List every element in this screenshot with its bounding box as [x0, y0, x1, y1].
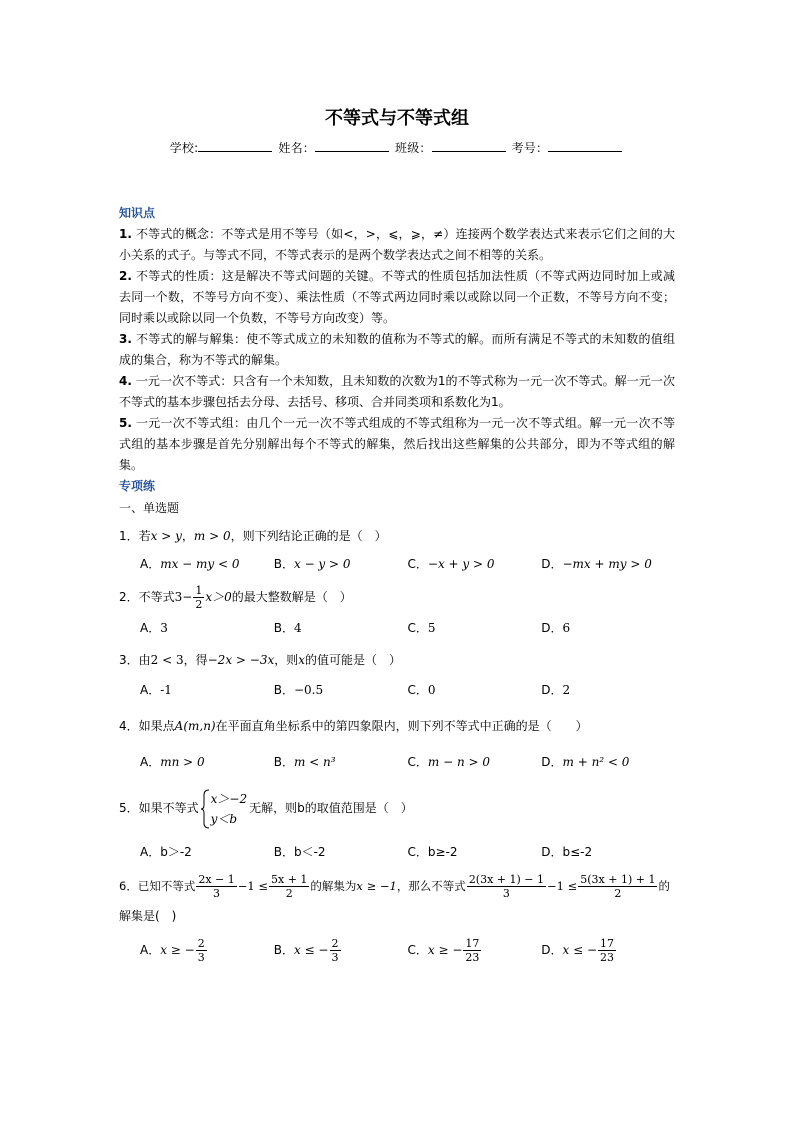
question-stem: 4．如果点A(m,n)在平面直角坐标系中的第四象限内，则下列不等式中正确的是（ ）	[119, 719, 588, 733]
option-c[interactable]: C．−x + y > 0	[407, 557, 495, 571]
knowledge-point: 4. 一元一次不等式：只含有一个未知数，且未知数的次数为1的不等式称为一元一次不等式。解一元一次不等式的基本步骤包括去分母、去括号、移项、合并同类项和系数化为1。	[119, 374, 675, 409]
option-d[interactable]: D．6	[541, 621, 571, 635]
option-d[interactable]: D．b≤-2	[541, 845, 593, 859]
class-blank[interactable]	[432, 139, 506, 152]
name-blank[interactable]	[315, 139, 389, 152]
question-stem: 5．如果不等式 x＞−2 y＜b 无解，则b的取值范围是（ ）	[119, 785, 675, 831]
option-b[interactable]: B．−0.5	[273, 683, 324, 697]
school-blank[interactable]	[198, 139, 272, 152]
question-stem: 2．不等式3− $\frac{1}{2}$ x＞0的最大整数解是（ ）	[119, 584, 352, 611]
options	[140, 751, 675, 773]
option-c[interactable]: C．x ≥ − $\frac{17}{23}$	[407, 937, 480, 964]
options	[140, 679, 675, 701]
options	[140, 617, 675, 639]
school-label: 学校:	[169, 141, 199, 155]
option-a[interactable]: A．3	[140, 621, 168, 635]
class-label: 班级：	[395, 141, 432, 155]
fraction: $\frac{2(3x + 1) - 1}{3}$	[468, 873, 545, 900]
options	[140, 553, 675, 575]
option-a[interactable]: A．mx − my < 0	[140, 557, 240, 571]
fraction: $\frac{2x - 1}{3}$	[198, 873, 235, 900]
fraction: $\frac{2}{3}$	[331, 937, 339, 964]
option-c[interactable]: C．0	[407, 683, 436, 697]
option-b[interactable]: B．b＜-2	[273, 845, 326, 859]
question-stem-line2: 解集是( )	[119, 909, 177, 923]
question-2	[119, 583, 675, 639]
option-b[interactable]: B．m < n³	[273, 755, 336, 769]
fraction: $\frac{17}{23}$	[600, 937, 615, 964]
option-b[interactable]: B．x ≤ − $\frac{2}{3}$	[273, 937, 339, 964]
inequality-system: x＞−2 y＜b	[201, 789, 247, 829]
options	[140, 935, 675, 965]
student-info-line	[0, 139, 794, 156]
option-a[interactable]: A．b＞-2	[140, 845, 192, 859]
option-a[interactable]: A．-1	[140, 683, 172, 697]
fraction: $\frac{17}{23}$	[465, 937, 480, 964]
exam-no-label: 考号：	[511, 141, 549, 155]
option-a[interactable]: A．mn > 0	[140, 755, 205, 769]
option-c[interactable]: C．m − n > 0	[407, 755, 490, 769]
option-d[interactable]: D．−mx + my > 0	[541, 557, 652, 571]
question-4	[119, 715, 675, 773]
fraction: $\frac{1}{2}$	[195, 584, 203, 611]
question-stem: 6．已知不等式 $\frac{2x - 1}{3}$ −1 ≤ $\frac{5x + 1}{2}$ 的解集为x ≥ −1，那么不等式 $\frac{2(3x + 1) - 1}{3}$ −1 ≤ $\frac{5(3x + 1) + 1}{2}$ 的	[119, 873, 670, 900]
option-c[interactable]: C．5	[407, 621, 436, 635]
name-label: 姓名：	[278, 141, 316, 155]
option-a[interactable]: A．x ≥ − $\frac{2}{3}$	[140, 937, 205, 964]
option-c[interactable]: C．b≥-2	[407, 845, 458, 859]
knowledge-heading: 知识点	[119, 206, 156, 220]
knowledge-point: 3. 不等式的解与解集：使不等式成立的未知数的值称为不等式的解。而所有满足不等式的未知数的值组成的集合，称为不等式的解集。	[119, 332, 675, 367]
option-d[interactable]: D．2	[541, 683, 571, 697]
question-stem: 3．由2 < 3，得−2x > −3x，则x的值可能是（ ）	[119, 653, 402, 667]
question-5	[119, 785, 675, 863]
option-d[interactable]: D．m + n² < 0	[541, 755, 630, 769]
practice-heading: 专项练	[119, 479, 156, 493]
brace-icon	[201, 789, 210, 829]
question-3	[119, 649, 675, 701]
fraction: $\frac{5x + 1}{2}$	[271, 873, 308, 900]
option-b[interactable]: B．x − y > 0	[273, 557, 351, 571]
exam-no-blank[interactable]	[548, 139, 622, 152]
content	[119, 203, 675, 965]
options	[140, 841, 675, 863]
knowledge-point: 1. 不等式的概念：不等式是用不等号（如<，>，⩽，⩾，≠）连接两个数学表达式来表示它们之间的大小关系的式子。与等式不同，不等式表示的是两个数学表达式之间不相等的关系。	[119, 227, 675, 262]
fraction: $\frac{5(3x + 1) + 1}{2}$	[580, 873, 656, 900]
section-title: 一、单选题	[119, 501, 180, 515]
option-b[interactable]: B．4	[273, 621, 302, 635]
question-1	[119, 525, 675, 575]
option-d[interactable]: D．x ≤ − $\frac{17}{23}$	[541, 937, 615, 964]
question-stem: 1．若x > y，m > 0，则下列结论正确的是（ ）	[119, 529, 387, 543]
knowledge-point: 5. 一元一次不等式组：由几个一元一次不等式组成的不等式组称为一元一次不等式组。解一元一次不等式组的基本步骤是首先分别解出每个不等式的解集，然后找出这些解集的公共部分，即为不等式组的解集。	[119, 416, 675, 472]
fraction: $\frac{2}{3}$	[197, 937, 205, 964]
knowledge-point: 2. 不等式的性质：这是解决不等式问题的关键。不等式的性质包括加法性质（不等式两边同时加上或减去同一个数，不等号方向不变）、乘法性质（不等式两边同时乘以或除以同一个正数，不等号方向不变；同时乘以或除以同一个负数，不等号方向改变）等。	[119, 269, 675, 325]
document-title: 不等式与不等式组	[325, 108, 469, 129]
question-6	[119, 871, 675, 965]
